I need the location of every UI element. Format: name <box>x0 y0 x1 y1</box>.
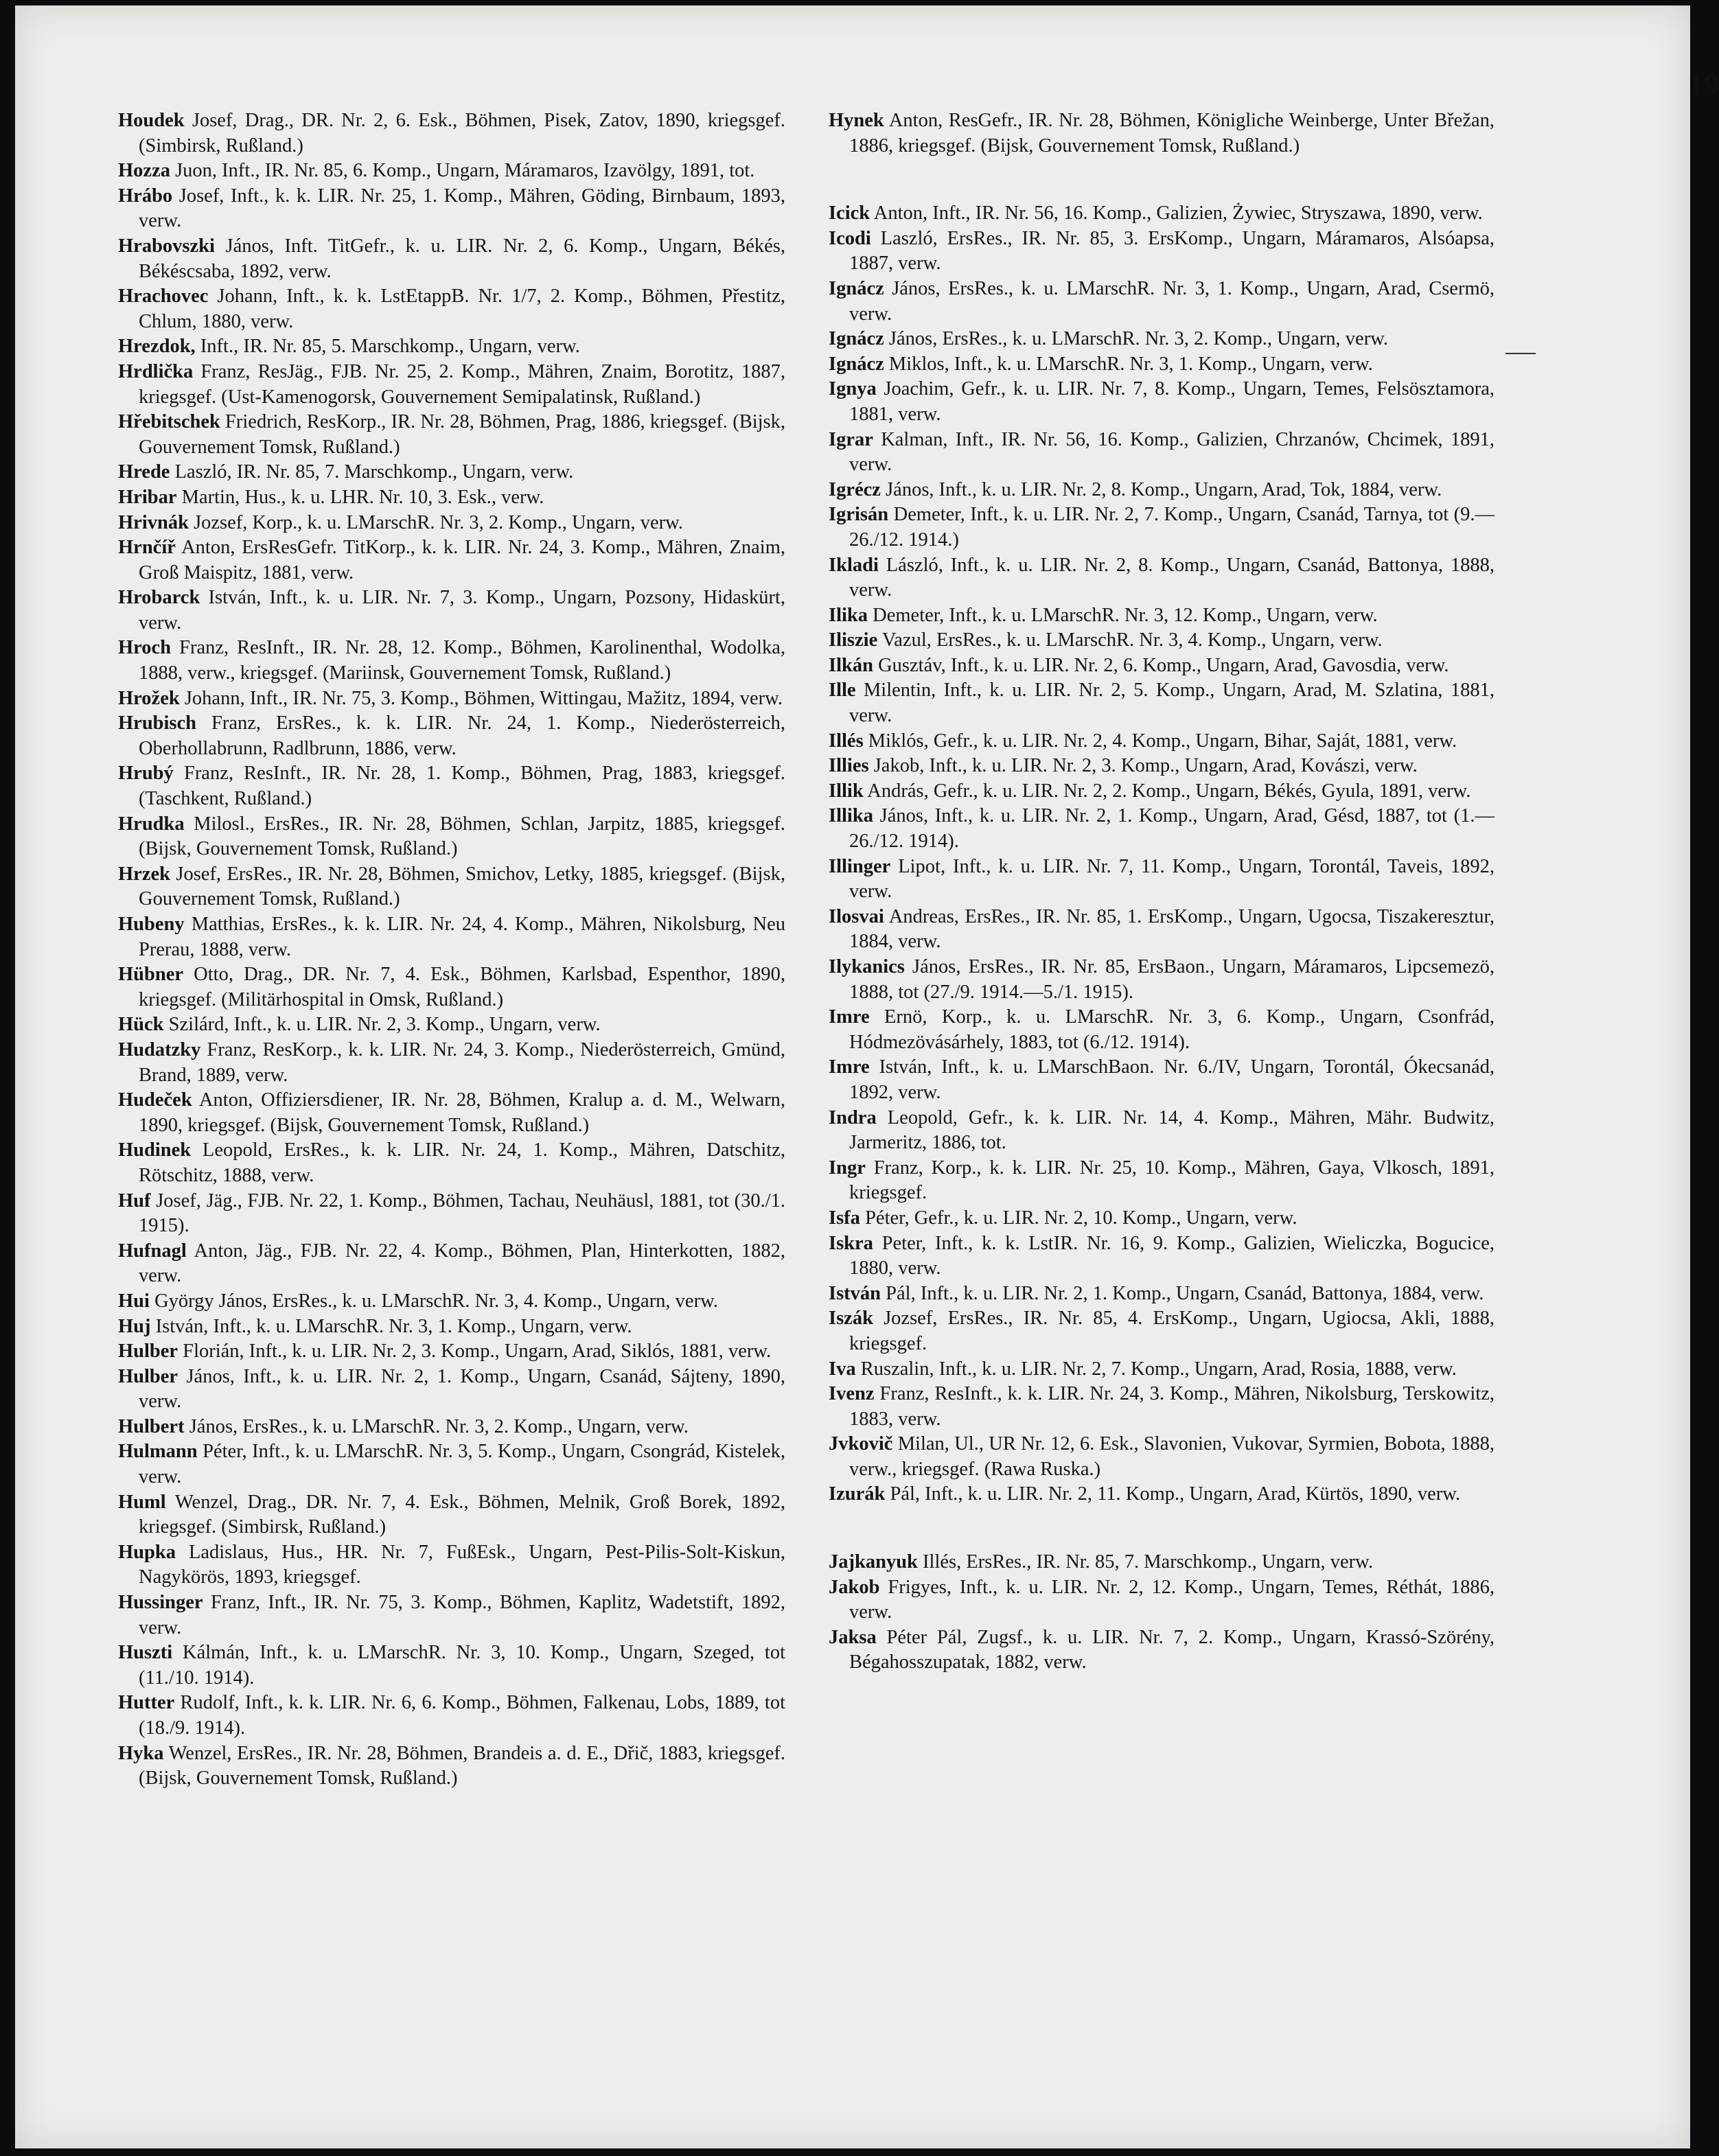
entry-details: Kalman, Inft., IR. Nr. 56, 16. Komp., Galizien, Chrzanów, Chcimek, 1891, verw. <box>849 428 1495 476</box>
entry-details: Anton, Inft., IR. Nr. 56, 16. Komp., Galizien, Żywiec, Stryszawa, 1890, verw. <box>873 202 1483 224</box>
entry-details: Demeter, Inft., k. u. LIR. Nr. 2, 7. Komp., Ungarn, Csanád, Tarnya, tot (9.—26./12. 1914.) <box>849 504 1495 550</box>
list-entry <box>829 502 1495 553</box>
entry-details: László, Inft., k. u. LIR. Nr. 2, 8. Komp., Ungarn, Csanád, Battonya, 1888, verw. <box>849 554 1495 601</box>
entry-details: Pál, Inft., k. u. LIR. Nr. 2, 1. Komp., Ungarn, Csanád, Battonya, 1884, verw. <box>886 1282 1484 1304</box>
entry-details: Wenzel, ErsRes., IR. Nr. 28, Böhmen, Brandeis a. d. E., Dřič, 1883, kriegsgef. (Bijsk, Gouvernement Tomsk, Rußland.) <box>139 1742 785 1789</box>
right-column <box>829 108 1495 1676</box>
list-entry <box>829 804 1495 854</box>
entry-surname: Hudeček <box>118 1089 192 1111</box>
entry-details: Josef, ErsRes., IR. Nr. 28, Böhmen, Smichov, Letky, 1885, kriegsgef. (Bijsk, Gouvernement Tomsk, Rußland.) <box>139 863 785 910</box>
entry-details: Ladislaus, Hus., HR. Nr. 7, FußEsk., Ungarn, Pest-Pilis-Solt-Kiskun, Nagykörös, 1893, kriegsgef. <box>139 1541 785 1588</box>
entry-surname: Igrécz <box>829 478 881 500</box>
entry-details: Franz, Inft., IR. Nr. 75, 3. Komp., Böhmen, Kaplitz, Wadetstift, 1892, verw. <box>139 1592 785 1638</box>
entry-surname: Hrudka <box>118 813 185 835</box>
entry-surname: Illik <box>829 780 864 802</box>
list-entry <box>829 628 1495 653</box>
list-entry <box>829 603 1495 629</box>
list-entry <box>829 955 1495 1005</box>
entry-details: Jozsef, Korp., k. u. LMarschR. Nr. 3, 2. Komp., Ungarn, verw. <box>194 511 683 533</box>
entry-details: Johann, Inft., k. k. LstEtappB. Nr. 1/7, 2. Komp., Böhmen, Přestitz, Chlum, 1880, verw. <box>139 286 786 332</box>
entry-details: Jakob, Inft., k. u. LIR. Nr. 2, 3. Komp., Ungarn, Arad, Kovászi, verw. <box>873 755 1418 777</box>
entry-details: Szilárd, Inft., k. u. LIR. Nr. 2, 3. Komp., Ungarn, verw. <box>168 1014 601 1036</box>
list-entry <box>118 460 785 485</box>
entry-details: István, Inft., k. u. LMarschR. Nr. 3, 1. Komp., Ungarn, verw. <box>155 1315 632 1337</box>
list-entry <box>829 1206 1495 1231</box>
entry-details: Gusztáv, Inft., k. u. LIR. Nr. 2, 6. Komp., Ungarn, Arad, Gavosdia, verw. <box>878 654 1449 676</box>
entry-details: Miklós, Gefr., k. u. LIR. Nr. 2, 4. Komp., Ungarn, Bihar, Saját, 1881, verw. <box>868 730 1457 752</box>
entry-surname: Illika <box>829 805 873 827</box>
entry-details: György János, ErsRes., k. u. LMarschR. Nr. 3, 4. Komp., Ungarn, verw. <box>154 1290 718 1312</box>
entry-surname: Hulbert <box>118 1415 185 1437</box>
entry-details: János, Inft., k. u. LIR. Nr. 2, 1. Komp., Ungarn, Csanád, Sájteny, 1890, verw. <box>139 1365 785 1413</box>
list-entry <box>118 535 785 586</box>
entries-j <box>829 1550 1495 1676</box>
entry-surname: Hrabovszki <box>118 235 215 257</box>
list-entry <box>829 1156 1495 1206</box>
entry-details: István, Inft., k. u. LIR. Nr. 7, 3. Komp., Ungarn, Pozsony, Hidaskürt, verw. <box>139 587 786 634</box>
entry-details: Milan, Ul., UR Nr. 12, 6. Esk., Slavonien, Vukovar, Syrmien, Bobota, 1888, verw., kriegsgef. (Rawa Ruska.) <box>849 1433 1495 1480</box>
entry-details: Milosl., ErsRes., IR. Nr. 28, Böhmen, Schlan, Jarpitz, 1885, kriegsgef. (Bijsk, Gouvernement Tomsk, Rußland.) <box>139 813 785 860</box>
list-entry <box>118 1439 785 1490</box>
entry-surname: Hyka <box>118 1742 164 1764</box>
list-entry <box>829 327 1495 352</box>
entry-surname: István <box>829 1282 881 1304</box>
entry-details: Martin, Hus., k. u. LHR. Nr. 10, 3. Esk., verw. <box>181 486 544 508</box>
list-entry <box>829 1482 1495 1507</box>
entry-surname: Hrzek <box>118 863 170 885</box>
list-entry <box>829 478 1495 503</box>
list-entry <box>118 1038 785 1088</box>
entry-surname: Iva <box>829 1358 856 1380</box>
entry-details: Otto, Drag., DR. Nr. 7, 4. Esk., Böhmen, Karlsbad, Espenthor, 1890, kriegsgef. (Militärhospital in Omsk, Rußland.) <box>139 964 786 1010</box>
entry-surname: Hynek <box>829 110 884 131</box>
entry-surname: Illés <box>829 730 864 752</box>
list-entry <box>118 284 785 334</box>
entry-surname: Hutter <box>118 1692 175 1714</box>
entry-details: Ruszalin, Inft., k. u. LIR. Nr. 2, 7. Komp., Ungarn, Arad, Rosia, 1888, verw. <box>860 1358 1457 1380</box>
entry-details: Frigyes, Inft., k. u. LIR. Nr. 2, 12. Komp., Ungarn, Temes, Réthát, 1886, verw. <box>849 1576 1495 1623</box>
entry-surname: Huj <box>118 1315 151 1337</box>
list-entry <box>118 586 785 636</box>
list-entry <box>118 108 785 159</box>
entry-surname: Huszti <box>118 1642 173 1664</box>
entries-h-continued <box>829 108 1495 159</box>
list-entry <box>118 636 785 686</box>
entry-surname: Hrnčíř <box>118 537 176 559</box>
entry-details: Laszló, IR. Nr. 85, 7. Marschkomp., Ungarn, verw. <box>174 461 574 483</box>
entry-details: János, Inft., k. u. LIR. Nr. 2, 1. Komp., Ungarn, Arad, Gésd, 1887, tot (1.—26./12. 1914). <box>849 805 1495 853</box>
entry-details: János, ErsRes., k. u. LMarschR. Nr. 3, 1. Komp., Ungarn, Arad, Csermö, verw. <box>849 277 1495 325</box>
entry-surname: Jaksa <box>829 1626 877 1648</box>
entry-details: Franz, ResInft., IR. Nr. 28, 12. Komp., Böhmen, Karolinenthal, Wodolka, 1888, verw., kriegsgef. (Mariinsk, Gouvernement Tomsk, Rußland.) <box>139 637 785 684</box>
entry-surname: Ingr <box>829 1157 866 1179</box>
entry-details: Juon, Inft., IR. Nr. 85, 6. Komp., Ungarn, Máramaros, Izavölgy, 1891, tot. <box>175 160 755 182</box>
entry-surname: Hudinek <box>118 1139 192 1161</box>
entry-details: Anton, Offiziersdiener, IR. Nr. 28, Böhmen, Kralup a. d. M., Welwarn, 1890, kriegsgef. (Bijsk, Gouvernement Tomsk, Rußland.) <box>139 1089 785 1136</box>
entry-details: Franz, ResInft., IR. Nr. 28, 1. Komp., Böhmen, Prag, 1883, kriegsgef. (Taschkent, Rußland.) <box>139 763 786 810</box>
entry-surname: Illies <box>829 755 869 777</box>
list-entry <box>118 1339 785 1365</box>
entry-surname: Hui <box>118 1290 150 1312</box>
list-entry <box>118 184 785 234</box>
entry-surname: Hrivnák <box>118 511 189 533</box>
entry-surname: Hrubý <box>118 763 174 785</box>
entry-surname: Houdek <box>118 110 185 131</box>
list-entry <box>118 761 785 811</box>
entry-surname: Indra <box>829 1106 877 1128</box>
entry-surname: Hrachovec <box>118 286 209 308</box>
entry-surname: Hrdlička <box>118 360 194 382</box>
entry-surname: Hück <box>118 1014 164 1036</box>
entry-surname: Ignácz <box>829 353 884 375</box>
list-entry <box>829 779 1495 804</box>
entry-details: Franz, ResInft., k. k. LIR. Nr. 24, 3. Komp., Mähren, Nikolsburg, Terskowitz, 1883, verw. <box>849 1383 1495 1430</box>
list-entry <box>118 360 785 410</box>
list-entry <box>118 334 785 360</box>
list-entry <box>829 855 1495 905</box>
entry-surname: Icodi <box>829 227 871 249</box>
entry-details: Péter Pál, Zugsf., k. u. LIR. Nr. 7, 2. Komp., Ungarn, Krassó-Szörény, Bégahosszupatak, 1882, verw. <box>849 1626 1495 1673</box>
list-entry <box>829 754 1495 779</box>
entry-surname: Hozza <box>118 160 170 182</box>
entry-details: András, Gefr., k. u. LIR. Nr. 2, 2. Komp., Ungarn, Békés, Gyula, 1891, verw. <box>867 780 1471 802</box>
entry-details: Franz, ErsRes., k. k. LIR. Nr. 24, 1. Komp., Niederösterreich, Oberhollabrunn, Radlbrunn, 1886, verw. <box>139 712 785 759</box>
entry-surname: Hubeny <box>118 914 185 935</box>
list-entry <box>829 1005 1495 1055</box>
list-entry <box>118 1239 785 1289</box>
list-entry <box>118 1590 785 1641</box>
list-entry <box>118 410 785 460</box>
list-entry <box>118 1741 785 1792</box>
entry-details: Josef, Drag., DR. Nr. 2, 6. Esk., Böhmen, Pisek, Zatov, 1890, kriegsgef. (Simbirsk, Rußland.) <box>139 110 786 157</box>
entry-details: Inft., IR. Nr. 85, 5. Marschkomp., Ungarn, verw. <box>200 336 580 358</box>
list-entry <box>829 653 1495 679</box>
entry-surname: Hrezdok, <box>118 336 196 358</box>
entry-surname: Ilosvai <box>829 905 884 927</box>
list-entry <box>118 1540 785 1590</box>
entry-surname: Imre <box>829 1006 870 1028</box>
entry-details: Josef, Jäg., FJB. Nr. 22, 1. Komp., Böhmen, Tachau, Neuhäusl, 1881, tot (30./1. 1915). <box>139 1190 785 1237</box>
entry-surname: Hrede <box>118 461 170 483</box>
entry-surname: Hulmann <box>118 1441 198 1463</box>
entry-surname: Hrábo <box>118 185 173 207</box>
entry-details: Miklos, Inft., k. u. LMarschR. Nr. 3, 1. Komp., Ungarn, verw. <box>888 353 1373 375</box>
entry-details: Joachim, Gefr., k. u. LIR. Nr. 7, 8. Komp., Ungarn, Temes, Felsösztamora, 1881, verw. <box>849 378 1495 425</box>
list-entry <box>829 1055 1495 1105</box>
entry-surname: Ignya <box>829 378 877 400</box>
page-number: 19 <box>1689 68 1719 102</box>
entry-details: Vazul, ErsRes., k. u. LMarschR. Nr. 3, 4. Komp., Ungarn, verw. <box>881 629 1383 651</box>
entry-details: Demeter, Inft., k. u. LMarschR. Nr. 3, 12. Komp., Ungarn, verw. <box>873 604 1378 626</box>
entry-surname: Hupka <box>118 1541 176 1563</box>
list-entry <box>829 1550 1495 1575</box>
list-entry <box>829 1282 1495 1307</box>
list-entry <box>118 1691 785 1741</box>
entry-details: Friedrich, ResKorp., IR. Nr. 28, Böhmen, Prag, 1886, kriegsgef. (Bijsk, Gouvernement Tomsk, Rußland.) <box>139 411 786 458</box>
entry-surname: Huml <box>118 1491 166 1513</box>
list-entry <box>829 1575 1495 1625</box>
entry-surname: Jvkovič <box>829 1433 893 1455</box>
list-entry <box>118 711 785 761</box>
entry-surname: Hrožek <box>118 687 180 709</box>
entry-details: János, ErsRes., k. u. LMarschR. Nr. 3, 2. Komp., Ungarn, verw. <box>189 1415 689 1437</box>
entry-details: Lipot, Inft., k. u. LIR. Nr. 7, 11. Komp., Ungarn, Torontál, Taveis, 1892, verw. <box>849 855 1495 903</box>
list-entry <box>829 678 1495 728</box>
list-entry <box>829 1106 1495 1156</box>
list-entry <box>829 352 1495 378</box>
entry-surname: Igrar <box>829 428 873 450</box>
list-entry <box>118 511 785 536</box>
list-entry <box>829 1382 1495 1432</box>
entry-details: Leopold, Gefr., k. k. LIR. Nr. 14, 4. Komp., Mähren, Mähr. Budwitz, Jarmeritz, 1886, tot. <box>849 1106 1495 1154</box>
list-entry <box>118 686 785 712</box>
list-entry <box>829 553 1495 603</box>
entry-surname: Icick <box>829 202 870 224</box>
entry-details: János, Inft., k. u. LIR. Nr. 2, 8. Komp., Ungarn, Arad, Tok, 1884, verw. <box>886 478 1442 500</box>
list-entry <box>829 1432 1495 1482</box>
section-gap <box>829 159 1495 201</box>
entry-surname: Ignácz <box>829 328 884 350</box>
list-entry <box>118 1189 785 1239</box>
list-entry <box>118 234 785 284</box>
page <box>15 5 1719 2148</box>
list-entry <box>118 1641 785 1691</box>
list-entry <box>829 201 1495 227</box>
entry-details: János, Inft. TitGefr., k. u. LIR. Nr. 2, 6. Komp., Ungarn, Békés, Békéscsaba, 1892, verw. <box>139 235 785 282</box>
entry-details: János, ErsRes., k. u. LMarschR. Nr. 3, 2. Komp., Ungarn, verw. <box>888 328 1389 350</box>
list-entry <box>829 277 1495 327</box>
list-entry <box>118 962 785 1012</box>
list-entry <box>829 227 1495 277</box>
list-entry <box>118 1138 785 1188</box>
entry-details: Pál, Inft., k. u. LIR. Nr. 2, 11. Komp., Ungarn, Arad, Kürtös, 1890, verw. <box>890 1483 1461 1505</box>
entry-details: Leopold, ErsRes., k. k. LIR. Nr. 24, 1. Komp., Mähren, Datschitz, Rötschitz, 1888, verw. <box>139 1139 786 1186</box>
section-gap <box>829 1507 1495 1550</box>
entry-details: Johann, Inft., IR. Nr. 75, 3. Komp., Böhmen, Wittingau, Mažitz, 1894, verw. <box>184 687 783 709</box>
list-entry <box>118 1365 785 1415</box>
entry-surname: Jakob <box>829 1576 880 1598</box>
entry-details: Péter, Inft., k. u. LMarschR. Nr. 3, 5. Komp., Ungarn, Csongrád, Kistelek, verw. <box>139 1441 786 1488</box>
entry-surname: Izurák <box>829 1483 886 1505</box>
list-entry <box>118 1012 785 1038</box>
entry-surname: Hussinger <box>118 1592 203 1614</box>
list-entry <box>829 377 1495 427</box>
entry-details: Illés, ErsRes., IR. Nr. 85, 7. Marschkomp., Ungarn, verw. <box>923 1551 1373 1573</box>
list-entry <box>118 485 785 511</box>
entry-details: Peter, Inft., k. k. LstIR. Nr. 16, 9. Komp., Galizien, Wieliczka, Bogucice, 1880, verw. <box>849 1232 1495 1279</box>
entry-surname: Ilkán <box>829 654 873 676</box>
list-entry <box>118 912 785 962</box>
entry-surname: Ilika <box>829 604 868 626</box>
entry-details: Anton, ErsResGefr. TitKorp., k. k. LIR. Nr. 24, 3. Komp., Mähren, Znaim, Groß Maispitz, 1881, verw. <box>139 537 785 583</box>
entry-details: Kálmán, Inft., k. u. LMarschR. Nr. 3, 10. Komp., Ungarn, Szeged, tot (11./10. 1914). <box>139 1642 785 1689</box>
entry-surname: Huf <box>118 1190 151 1212</box>
entry-details: Franz, ResJäg., FJB. Nr. 25, 2. Komp., Mähren, Znaim, Borotitz, 1887, kriegsgef. (Ust-Kamenogorsk, Gouvernement Semipalatinsk, Rußland.) <box>139 360 786 408</box>
entry-surname: Ille <box>829 680 856 702</box>
list-entry <box>118 812 785 862</box>
list-entry <box>829 108 1495 159</box>
entry-details: Anton, ResGefr., IR. Nr. 28, Böhmen, Königliche Weinberge, Unter Břežan, 1886, kriegsgef. (Bijsk, Gouvernement Tomsk, Rußland.) <box>849 110 1495 157</box>
entry-surname: Hufnagl <box>118 1240 187 1262</box>
list-entry <box>118 1289 785 1314</box>
list-entry <box>118 1314 785 1340</box>
list-entry <box>829 1357 1495 1382</box>
list-entry <box>118 862 785 912</box>
entry-details: Péter, Gefr., k. u. LIR. Nr. 2, 10. Komp., Ungarn, verw. <box>865 1207 1297 1229</box>
entry-surname: Iskra <box>829 1232 873 1254</box>
list-entry <box>118 159 785 184</box>
list-entry <box>829 905 1495 955</box>
entry-surname: Isfa <box>829 1207 860 1229</box>
entry-surname: Hrubisch <box>118 712 197 734</box>
list-entry <box>118 1088 785 1138</box>
entry-details: István, Inft., k. u. LMarschBaon. Nr. 6./IV, Ungarn, Torontál, Ókecsanád, 1892, verw. <box>849 1056 1495 1103</box>
entry-surname: Jajkanyuk <box>829 1551 918 1573</box>
entry-details: Laszló, ErsRes., IR. Nr. 85, 3. ErsKomp., Ungarn, Máramaros, Alsóapsa, 1887, verw. <box>849 227 1495 275</box>
entry-surname: Igrisán <box>829 504 889 526</box>
entry-details: Rudolf, Inft., k. k. LIR. Nr. 6, 6. Komp., Böhmen, Falkenau, Lobs, 1889, tot (18./9. 1914). <box>139 1692 786 1739</box>
entry-surname: Iszák <box>829 1308 873 1330</box>
entry-details: Anton, Jäg., FJB. Nr. 22, 4. Komp., Böhmen, Plan, Hinterkotten, 1882, verw. <box>139 1240 785 1287</box>
entries-i <box>829 201 1495 1507</box>
entry-surname: Illinger <box>829 855 891 877</box>
entry-details: Josef, Inft., k. k. LIR. Nr. 25, 1. Komp., Mähren, Göding, Birnbaum, 1893, verw. <box>139 185 786 232</box>
entry-surname: Hřebitschek <box>118 411 220 433</box>
entry-details: Andreas, ErsRes., IR. Nr. 85, 1. ErsKomp., Ungarn, Ugocsa, Tiszakeresztur, 1884, verw. <box>849 905 1495 953</box>
list-entry <box>829 729 1495 754</box>
list-entry <box>118 1490 785 1540</box>
entry-surname: Hulber <box>118 1365 178 1387</box>
list-entry <box>829 1231 1495 1282</box>
left-column <box>118 108 785 1792</box>
entry-details: Milentin, Inft., k. u. LIR. Nr. 2, 5. Komp., Ungarn, Arad, M. Szlatina, 1881, verw. <box>849 680 1495 727</box>
entry-surname: Hrobarck <box>118 587 200 609</box>
entry-surname: Hulber <box>118 1341 178 1363</box>
list-entry <box>118 1415 785 1440</box>
entry-details: János, ErsRes., IR. Nr. 85, ErsBaon., Ungarn, Máramaros, Lipcsemezö, 1888, tot (27./9. 1914.—5./1. 1915). <box>849 956 1495 1003</box>
entry-surname: Hribar <box>118 486 177 508</box>
margin-dash <box>1505 353 1536 354</box>
entry-surname: Iliszie <box>829 629 878 651</box>
entry-details: Matthias, ErsRes., k. k. LIR. Nr. 24, 4. Komp., Mähren, Nikolsburg, Neu Prerau, 1888, verw. <box>139 914 786 960</box>
entry-details: Florián, Inft., k. u. LIR. Nr. 2, 3. Komp., Ungarn, Arad, Siklós, 1881, verw. <box>183 1341 772 1363</box>
entry-surname: Ignácz <box>829 277 884 299</box>
entry-details: Franz, ResKorp., k. k. LIR. Nr. 24, 3. Komp., Niederösterreich, Gmünd, Brand, 1889, verw. <box>139 1039 785 1086</box>
entry-details: Wenzel, Drag., DR. Nr. 7, 4. Esk., Böhmen, Melnik, Groß Borek, 1892, kriegsgef. (Simbirsk, Rußland.) <box>139 1491 785 1538</box>
list-entry <box>829 428 1495 478</box>
entry-surname: Ikladi <box>829 554 879 576</box>
entry-details: Ernö, Korp., k. u. LMarschR. Nr. 3, 6. Komp., Ungarn, Csonfrád, Hódmezövásárhely, 1883, tot (6./12. 1914). <box>849 1006 1495 1053</box>
entry-surname: Hudatzky <box>118 1039 201 1060</box>
entry-details: Franz, Korp., k. k. LIR. Nr. 25, 10. Komp., Mähren, Gaya, Vlkosch, 1891, kriegsgef. <box>849 1157 1495 1204</box>
entry-surname: Imre <box>829 1056 870 1078</box>
list-entry <box>829 1306 1495 1356</box>
entry-surname: Hroch <box>118 637 172 659</box>
entry-details: Jozsef, ErsRes., IR. Nr. 85, 4. ErsKomp., Ungarn, Ugiocsa, Akli, 1888, kriegsgef. <box>849 1308 1495 1354</box>
entry-surname: Ivenz <box>829 1383 875 1405</box>
list-entry <box>829 1625 1495 1676</box>
entry-surname: Ilykanics <box>829 956 905 977</box>
entry-surname: Hübner <box>118 964 184 986</box>
